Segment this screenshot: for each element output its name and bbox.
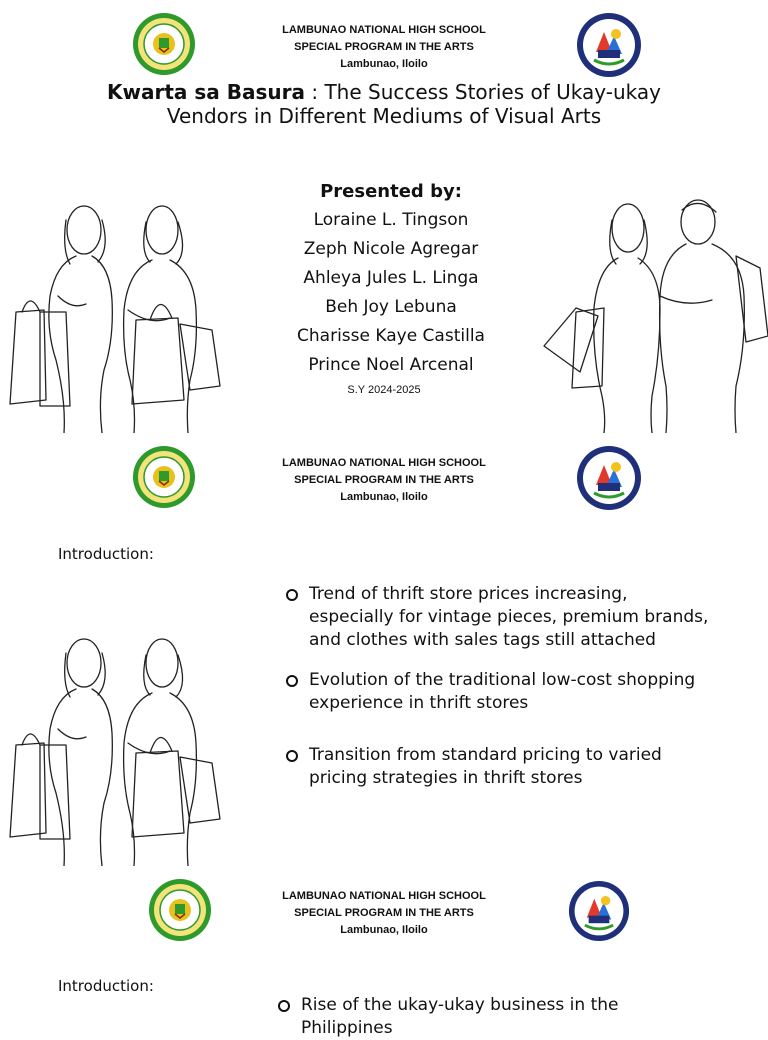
- slide-title: [0, 0, 768, 433]
- spa-seal-logo: [576, 445, 642, 511]
- bullet-list: [286, 583, 716, 652]
- bullet-circle-icon: [278, 1000, 290, 1012]
- school-header: [0, 455, 768, 506]
- presenter-name: Beh Joy Lebuna: [325, 297, 457, 317]
- bullet-circle-icon: [286, 675, 298, 687]
- spa-seal-logo: [568, 880, 630, 942]
- presentation-title: [80, 80, 688, 128]
- program-name: SPECIAL PROGRAM IN THE ARTS: [294, 907, 474, 919]
- spa-seal-logo: [576, 12, 642, 78]
- school-location: Lambunao, Iloilo: [340, 491, 428, 503]
- presenter-name: Zeph Nicole Agregar: [303, 239, 479, 259]
- bullet-text: Transition from standard pricing to varied pricing strategies in thrift stores: [309, 745, 662, 788]
- bullet-circle-icon: [286, 589, 298, 601]
- section-label: Introduction:: [58, 977, 154, 995]
- school-name: LAMBUNAO NATIONAL HIGH SCHOOL: [282, 457, 486, 469]
- presented-by-heading: Presented by:: [320, 181, 462, 202]
- title-bold: Kwarta sa Basura: [107, 80, 305, 104]
- school-name: LAMBUNAO NATIONAL HIGH SCHOOL: [282, 890, 486, 902]
- presenters-block: [240, 178, 542, 380]
- school-location: Lambunao, Iloilo: [340, 924, 428, 936]
- school-header: [0, 888, 768, 939]
- shoppers-lineart-left: [0, 200, 230, 433]
- presenter-name: Ahleya Jules L. Linga: [303, 268, 479, 288]
- bullet-list: [278, 994, 708, 1040]
- program-name: SPECIAL PROGRAM IN THE ARTS: [294, 474, 474, 486]
- school-location: Lambunao, Iloilo: [340, 58, 428, 70]
- bullet-circle-icon: [286, 750, 298, 762]
- slide-introduction-2: [0, 866, 768, 1038]
- bullet-text: Rise of the ukay-ukay business in the Philippines: [301, 995, 619, 1038]
- school-header: [0, 22, 768, 73]
- list-item: [278, 994, 708, 1040]
- bullet-list: [286, 669, 716, 715]
- shoppers-lineart-right: [536, 196, 768, 433]
- list-item: [286, 744, 716, 790]
- slide-introduction-1: [0, 433, 768, 866]
- bullet-list: [286, 744, 716, 790]
- list-item: [286, 583, 716, 652]
- title-rest: : The Success Stories of Ukay-ukay Vendors in Different Mediums of Visual Arts: [166, 80, 661, 128]
- school-year: S.Y 2024-2025: [347, 384, 421, 396]
- presenter-name: Loraine L. Tingson: [313, 210, 469, 230]
- presenter-name: Prince Noel Arcenal: [308, 355, 474, 375]
- section-label: Introduction:: [58, 545, 154, 563]
- list-item: [286, 669, 716, 715]
- bullet-text: Evolution of the traditional low-cost shopping experience in thrift stores: [309, 670, 696, 713]
- program-name: SPECIAL PROGRAM IN THE ARTS: [294, 41, 474, 53]
- bullet-text: Trend of thrift store prices increasing, especially for vintage pieces, premium brands, and clothes with sales tags still attached: [309, 584, 709, 650]
- presenter-name: Charisse Kaye Castilla: [297, 326, 485, 346]
- shoppers-lineart-left: [0, 633, 230, 866]
- school-name: LAMBUNAO NATIONAL HIGH SCHOOL: [282, 24, 486, 36]
